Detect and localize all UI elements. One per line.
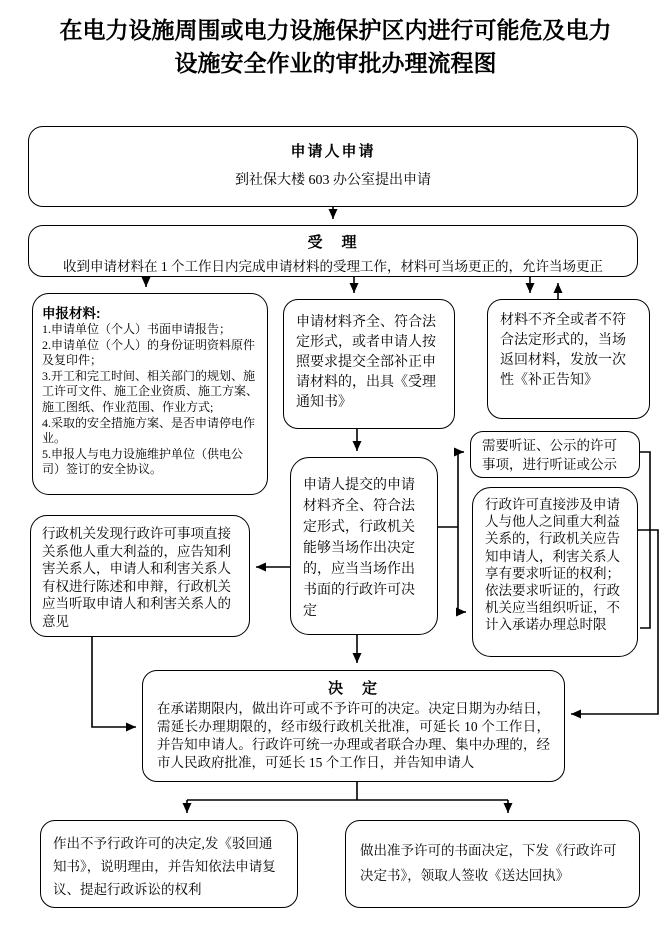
material-item-3: 3.开工和完工时间、相关部门的规划、施工许可文件、施工企业资质、施工方案、施工图纸、作业范围、作业方式;	[42, 368, 259, 414]
node-stakeholder-notification	[30, 515, 250, 637]
node-applicant-apply	[28, 126, 638, 207]
node-materials-incomplete-body: 材料不齐全或者不符合法定形式的，当场返回材料，发放一次性《补正告知》	[500, 313, 626, 388]
connector-stakeholder-decision	[92, 637, 136, 727]
material-item-1: 1.申请单位（个人）书面申请报告；	[42, 322, 232, 336]
connector-decision-split	[187, 782, 508, 800]
connector-onsite-branch	[438, 452, 458, 612]
node-hearing-publicity-body: 需要听证、公示的许可事项，进行听证或公示	[482, 438, 617, 472]
node-approval-notice-body: 做出准予许可的书面决定，下发《行政许可决定书》，领取人签收《送达回执》	[360, 843, 617, 883]
node-hearing-rights	[472, 487, 638, 657]
node-declaration-materials-heading: 申报材料:	[42, 306, 101, 321]
node-hearing-rights-body: 行政许可直接涉及申请人与他人之间重大利益关系的，行政机关应告知申请人，利害关系人享有要求听证的权利；依法要求听证的，行政机关应当组织听证，不计入承诺办理总时限	[485, 497, 620, 633]
node-materials-incomplete	[487, 299, 650, 419]
node-stakeholder-notification-body: 行政机关发现行政许可事项直接关系他人重大利益的，应告知利害关系人，申请人和利害关系人有权进行陈述和申辩，行政机关应当听取申请人和利害关系人的意见	[42, 526, 231, 629]
node-rejection-notice-body: 作出不予行政许可的决定,发《驳回通知书》，说明理由，并告知依法申请复议、提起行政诉讼的权利	[53, 836, 276, 897]
material-item-5: 5.申报人与电力设施维护单位（供电公司）签订的安全协议。	[42, 446, 244, 477]
node-acceptance-body: 收到申请材料在 1 个工作日内完成申请材料的受理工作，材料可当场更正的，允许当场更正	[63, 259, 603, 274]
node-rejection-notice	[40, 820, 298, 908]
page-title-line2: 设施安全作业的审批办理流程图	[174, 51, 497, 76]
node-decision	[142, 670, 565, 782]
node-materials-complete	[283, 299, 455, 429]
node-materials-complete-body: 申请材料齐全、符合法定形式，或者申请人按照要求提交全部补正申请材料的，出具《受理通知书》	[296, 315, 436, 410]
material-item-4: 4.采取的安全措施方案、是否申请停电作业。	[42, 415, 256, 446]
node-onsite-decision-body: 申请人提交的申请材料齐全、符合法定形式，行政机关能够当场作出决定的，应当当场作出书面的行政许可决定	[303, 478, 415, 619]
node-applicant-apply-heading: 申请人申请	[290, 143, 376, 160]
node-decision-heading: 决 定	[327, 680, 379, 697]
connector-notice-rights-bracket	[640, 452, 650, 628]
node-acceptance	[28, 225, 638, 277]
node-decision-body: 在承诺期限内，做出许可或不予许可的决定。决定日期为办结日，需延长办理期限的，经市级行政机关批准，可延长 10 个工作日，并告知申请人。行政许可统一办理或者联合办理、集中办理的，经市人民政府批准，可延长 15 个工作日，并告知申请人	[157, 701, 550, 770]
node-hearing-publicity	[470, 431, 640, 478]
node-applicant-apply-body: 到社保大楼 603 办公室提出申请	[235, 173, 431, 188]
node-approval-notice	[345, 820, 640, 908]
material-item-2: 2.申请单位（个人）的身份证明资料原件及复印件；	[42, 337, 256, 368]
node-acceptance-heading: 受 理	[307, 234, 359, 251]
page-title-line1: 在电力设施周围或电力设施保护区内进行可能危及电力	[59, 18, 612, 43]
node-declaration-materials	[32, 293, 268, 495]
node-onsite-decision	[290, 457, 438, 635]
